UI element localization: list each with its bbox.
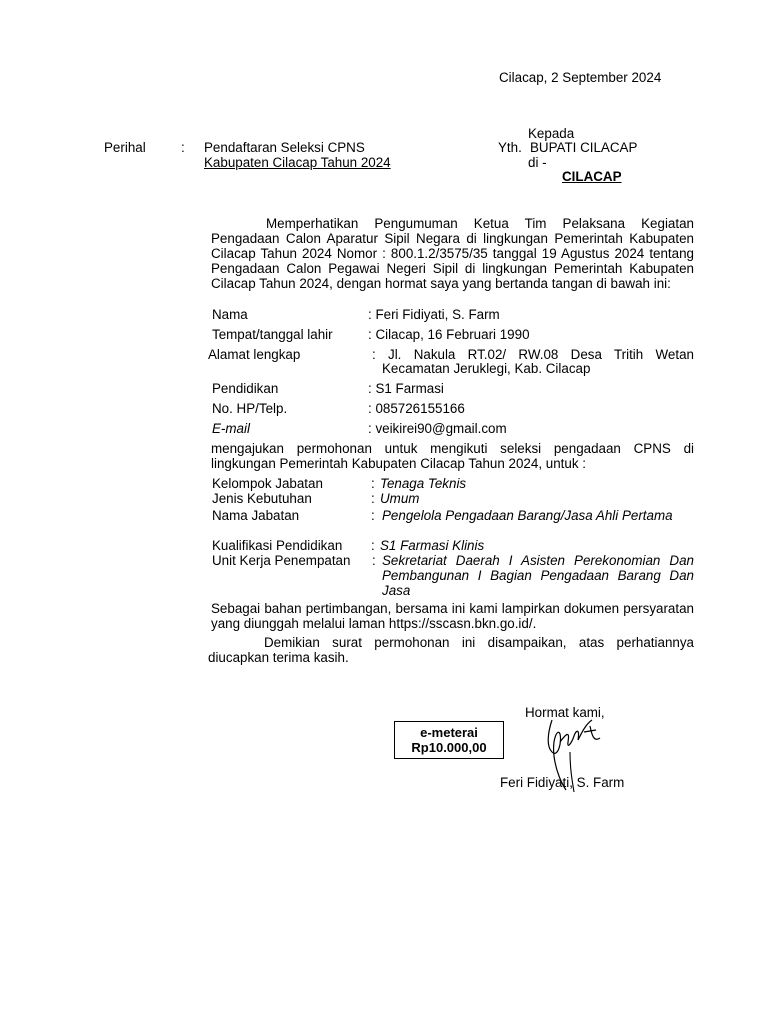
nama-label: Nama bbox=[212, 307, 248, 322]
jenis-value: Umum bbox=[380, 491, 420, 506]
kelompok-label: Kelompok Jabatan bbox=[212, 476, 323, 491]
hp-value: : 085726155166 bbox=[368, 401, 465, 416]
nama-jabatan-colon: : bbox=[371, 508, 375, 523]
email-value: : veikirei90@gmail.com bbox=[368, 421, 507, 436]
closing-paragraph: Demikian surat permohonan ini disampaikan, atas perhatiannya diucapkan terima kasih. bbox=[208, 635, 694, 665]
recipient-di: di - bbox=[528, 155, 547, 170]
ttl-label: Tempat/tanggal lahir bbox=[212, 327, 333, 342]
nama-jabatan-label: Nama Jabatan bbox=[212, 508, 300, 523]
e-meterai-box bbox=[394, 721, 504, 759]
perihal-line-1: Pendaftaran Seleksi CPNS bbox=[204, 140, 365, 155]
ttl-value: : Cilacap, 16 Februari 1990 bbox=[368, 327, 530, 342]
nama-value: : Feri Fidiyati, S. Farm bbox=[368, 307, 500, 322]
jenis-colon: : bbox=[371, 491, 375, 506]
jenis-label: Jenis Kebutuhan bbox=[212, 491, 312, 506]
intro-paragraph: Memperhatikan Pengumuman Ketua Tim Pelaksana Kegiatan Pengadaan Calon Aparatur Sipil Negara di lingkungan Pemerintah Kabupaten Cilacap Tahun 2024 Nomor : 800.1.2/3575/35 tanggal 19 Agustus 2024 tentang Pengadaan Calon Pegawai Negeri Sipil di lingkungan Pemerintah Kabupaten Cilacap Tahun 2024, dengan hormat saya yang bertanda tangan di bawah ini: bbox=[211, 216, 694, 291]
perihal-line-2: Kabupaten Cilacap Tahun 2024 bbox=[204, 155, 391, 170]
perihal-colon: : bbox=[181, 140, 185, 155]
alamat-label: Alamat lengkap bbox=[208, 347, 301, 362]
hp-label: No. HP/Telp. bbox=[212, 401, 288, 416]
alamat-value-line-1: : Jl. Nakula RT.02/ RW.08 Desa Tritih Wetan bbox=[372, 347, 694, 362]
e-meterai-label: e-meterai bbox=[420, 725, 478, 740]
pendidikan-label: Pendidikan bbox=[212, 381, 279, 396]
recipient-name: BUPATI CILACAP bbox=[530, 140, 638, 155]
place-date: Cilacap, 2 September 2024 bbox=[499, 70, 662, 85]
signatory-name: Feri Fidiyati, S. Farm bbox=[500, 775, 625, 790]
unit-value: Sekretariat Daerah I Asisten Perekonomian Dan Pembangunan I Bagian Pengadaan Barang Dan Jasa bbox=[382, 553, 694, 598]
attachment-paragraph: Sebagai bahan pertimbangan, bersama ini kami lampirkan dokumen persyaratan yang diunggah melalui laman https://sscasn.bkn.go.id/. bbox=[211, 601, 694, 631]
kelompok-value: Tenaga Teknis bbox=[380, 476, 467, 491]
request-paragraph: mengajukan permohonan untuk mengikuti seleksi pengadaan CPNS di lingkungan Pemerintah Kabupaten Cilacap Tahun 2024, untuk : bbox=[211, 441, 694, 471]
perihal-label: Perihal bbox=[104, 140, 146, 155]
unit-label: Unit Kerja Penempatan bbox=[212, 553, 351, 568]
recipient-yth: Yth. bbox=[498, 140, 522, 155]
alamat-value-line-2: Kecamatan Jeruklegi, Kab. Cilacap bbox=[382, 361, 591, 376]
hormat-kami: Hormat kami, bbox=[525, 705, 605, 720]
unit-colon: : bbox=[372, 553, 376, 568]
recipient-city: CILACAP bbox=[562, 169, 622, 184]
recipient-kepada: Kepada bbox=[528, 126, 575, 141]
kualifikasi-colon: : bbox=[371, 538, 375, 553]
e-meterai-amount: Rp10.000,00 bbox=[411, 740, 487, 755]
kualifikasi-value: S1 Farmasi Klinis bbox=[380, 538, 485, 553]
kelompok-colon: : bbox=[371, 476, 375, 491]
pendidikan-value: : S1 Farmasi bbox=[368, 381, 444, 396]
kualifikasi-label: Kualifikasi Pendidikan bbox=[212, 538, 343, 553]
nama-jabatan-value: Pengelola Pengadaan Barang/Jasa Ahli Pertama bbox=[382, 508, 673, 523]
email-label: E-mail bbox=[212, 421, 250, 436]
